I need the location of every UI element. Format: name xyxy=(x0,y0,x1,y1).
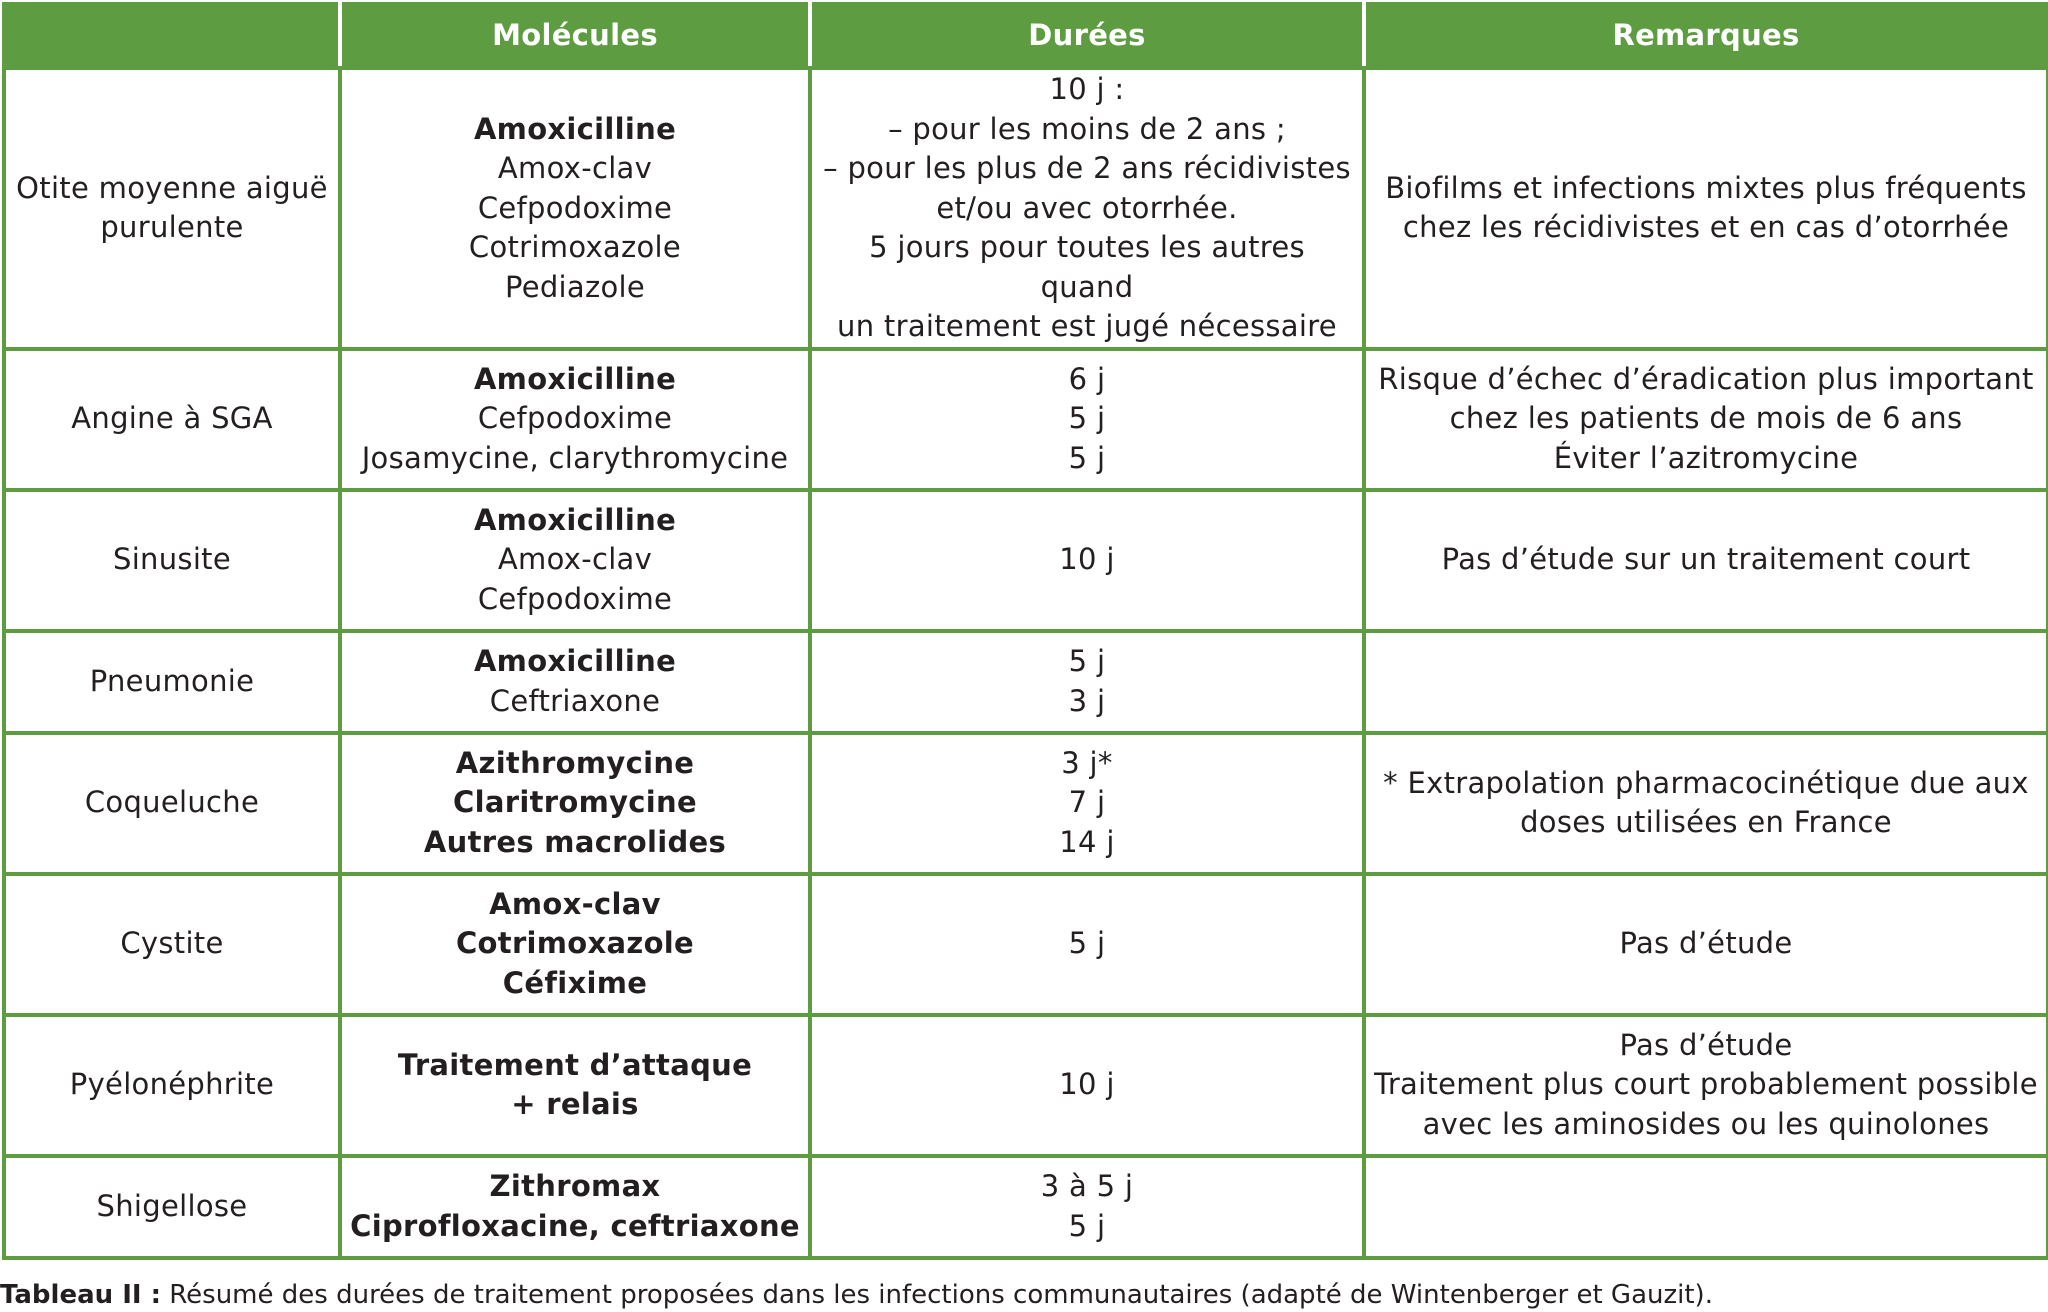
infection-name: Angine à SGA xyxy=(71,401,273,436)
infection-name: Cystite xyxy=(120,926,224,961)
molecules-cell xyxy=(340,1156,810,1258)
molecule-preferred: Traitement d’attaque xyxy=(397,1047,753,1082)
duree-line: 5 j xyxy=(1068,401,1106,436)
molecule-alternative: Amox-clav xyxy=(497,151,653,185)
remarques-cell xyxy=(1364,631,2048,733)
remarque-line: chez les patients de mois de 6 ans xyxy=(1449,401,1963,436)
infection-name: Shigellose xyxy=(96,1188,248,1223)
duree-line: et/ou avec otorrhée. xyxy=(936,190,1238,225)
remarque-line: Éviter l’azitromycine xyxy=(1553,440,1859,475)
remarque-line: Risque d’échec d’éradication plus important xyxy=(1378,361,2034,396)
remarques-cell xyxy=(1364,1156,2048,1258)
molecules-cell xyxy=(340,349,810,490)
molecule-alternative: Pediazole xyxy=(504,269,646,304)
duree-line: 3 j* xyxy=(1061,745,1113,780)
infection-cell xyxy=(4,631,340,733)
infection-cell xyxy=(4,349,340,490)
duree-line: 10 j xyxy=(1059,1067,1115,1102)
table-row xyxy=(4,631,2048,733)
duree-line: 5 j xyxy=(1068,440,1106,475)
table-row xyxy=(4,68,2048,349)
durees-cell xyxy=(810,68,1364,349)
duree-line: 7 j xyxy=(1068,785,1106,820)
table-row xyxy=(4,349,2048,490)
caption-label: Tableau II : xyxy=(0,1280,161,1310)
remarque-line: avec les aminosides ou les quinolones xyxy=(1422,1106,1990,1141)
remarque-line: Biofilms et infections mixtes plus fréquents xyxy=(1385,170,2027,205)
durees-cell xyxy=(810,349,1364,490)
infection-name: Pneumonie xyxy=(89,663,255,698)
table-row xyxy=(4,490,2048,631)
infection-cell xyxy=(4,490,340,631)
molecule-preferred: Céfixime xyxy=(502,965,648,1000)
molecule-preferred: Amoxicilline xyxy=(473,644,677,678)
table-header xyxy=(4,4,2048,68)
caption-text: Résumé des durées de traitement proposées dans les infections communautaires (adapté de Wintenberger et Gauzit). xyxy=(161,1280,1713,1310)
treatment-duration-table xyxy=(2,2,2048,1260)
molecule-preferred: Azithromycine xyxy=(455,745,695,780)
remarque-line: Pas d’étude xyxy=(1619,926,1793,961)
molecule-preferred: Claritromycine xyxy=(453,785,697,820)
molecule-alternative: Cefpodoxime xyxy=(477,190,673,225)
remarques-cell xyxy=(1364,490,2048,631)
molecule-preferred: Ciprofloxacine, ceftriaxone xyxy=(350,1208,800,1243)
duree-line: 3 à 5 j xyxy=(1040,1169,1134,1203)
table-row xyxy=(4,1156,2048,1258)
infection-name: purulente xyxy=(100,210,244,245)
remarque-line: Traitement plus court probablement possible xyxy=(1374,1067,2038,1102)
molecule-preferred: Cotrimoxazole xyxy=(455,926,695,961)
remarques-cell xyxy=(1364,349,2048,490)
durees-cell xyxy=(810,1015,1364,1156)
molecule-preferred: Amox-clav xyxy=(489,886,661,921)
table-caption xyxy=(0,1278,1713,1312)
duree-line: – pour les moins de 2 ans ; xyxy=(888,111,1286,146)
infection-cell xyxy=(4,874,340,1015)
molecules-cell xyxy=(340,874,810,1015)
header-row xyxy=(4,4,2048,68)
molecules-cell xyxy=(340,1015,810,1156)
header-remarques: Remarques xyxy=(1364,4,2048,68)
durees-cell xyxy=(810,490,1364,631)
table-row xyxy=(4,874,2048,1015)
infection-cell xyxy=(4,1156,340,1258)
remarque-line: chez les récidivistes et en cas d’otorrhée xyxy=(1402,210,2010,245)
infection-name: Pyélonéphrite xyxy=(69,1067,275,1102)
infection-cell xyxy=(4,1015,340,1156)
remarque-line: * Extrapolation pharmacocinétique due aux xyxy=(1383,765,2029,800)
molecule-alternative: Josamycine, clarythromycine xyxy=(361,440,789,475)
duree-line: 6 j xyxy=(1068,361,1106,396)
molecules-cell xyxy=(340,68,810,349)
molecule-preferred: Amoxicilline xyxy=(473,502,677,537)
durees-cell xyxy=(810,874,1364,1015)
duree-line: 14 j xyxy=(1059,824,1115,859)
duree-line: un traitement est jugé nécessaire xyxy=(837,309,1337,343)
molecules-cell xyxy=(340,733,810,874)
remarques-cell xyxy=(1364,68,2048,349)
duree-line: – pour les plus de 2 ans récidivistes xyxy=(823,151,1351,185)
remarques-cell xyxy=(1364,874,2048,1015)
molecule-preferred: + relais xyxy=(511,1087,639,1121)
molecules-cell xyxy=(340,490,810,631)
duree-line: 5 jours pour toutes les autres quand xyxy=(869,230,1305,304)
infection-name: Sinusite xyxy=(112,542,231,577)
molecule-preferred: Autres macrolides xyxy=(423,824,727,859)
infection-cell xyxy=(4,733,340,874)
molecule-alternative: Cefpodoxime xyxy=(477,581,673,616)
molecule-alternative: Amox-clav xyxy=(497,542,653,577)
molecule-preferred: Amoxicilline xyxy=(473,111,677,146)
durees-cell xyxy=(810,1156,1364,1258)
infection-name: Otite moyenne aiguë xyxy=(16,170,328,205)
durees-cell xyxy=(810,733,1364,874)
header-molecules: Molécules xyxy=(340,4,810,68)
molecule-preferred: Amoxicilline xyxy=(473,361,677,396)
infection-cell xyxy=(4,68,340,349)
remarque-line: Pas d’étude xyxy=(1619,1027,1793,1062)
table-row xyxy=(4,1015,2048,1156)
table-row xyxy=(4,733,2048,874)
duree-line: 5 j xyxy=(1068,644,1106,678)
duree-line: 3 j xyxy=(1068,683,1106,718)
duree-line: 10 j xyxy=(1059,542,1115,577)
remarque-line: doses utilisées en France xyxy=(1520,805,1892,839)
molecule-preferred: Zithromax xyxy=(489,1169,661,1203)
molecule-alternative: Cotrimoxazole xyxy=(468,230,682,264)
remarques-cell xyxy=(1364,733,2048,874)
molecule-alternative: Cefpodoxime xyxy=(477,401,673,436)
header-durees: Durées xyxy=(810,4,1364,68)
duree-line: 5 j xyxy=(1068,1208,1106,1243)
infection-name: Coqueluche xyxy=(84,785,260,820)
duree-line: 10 j : xyxy=(1049,72,1125,106)
remarques-cell xyxy=(1364,1015,2048,1156)
header-infection xyxy=(4,4,340,68)
duree-line: 5 j xyxy=(1068,926,1106,961)
molecule-alternative: Ceftriaxone xyxy=(489,683,661,718)
molecules-cell xyxy=(340,631,810,733)
remarque-line: Pas d’étude sur un traitement court xyxy=(1441,542,1971,577)
durees-cell xyxy=(810,631,1364,733)
table-body xyxy=(4,68,2048,1258)
